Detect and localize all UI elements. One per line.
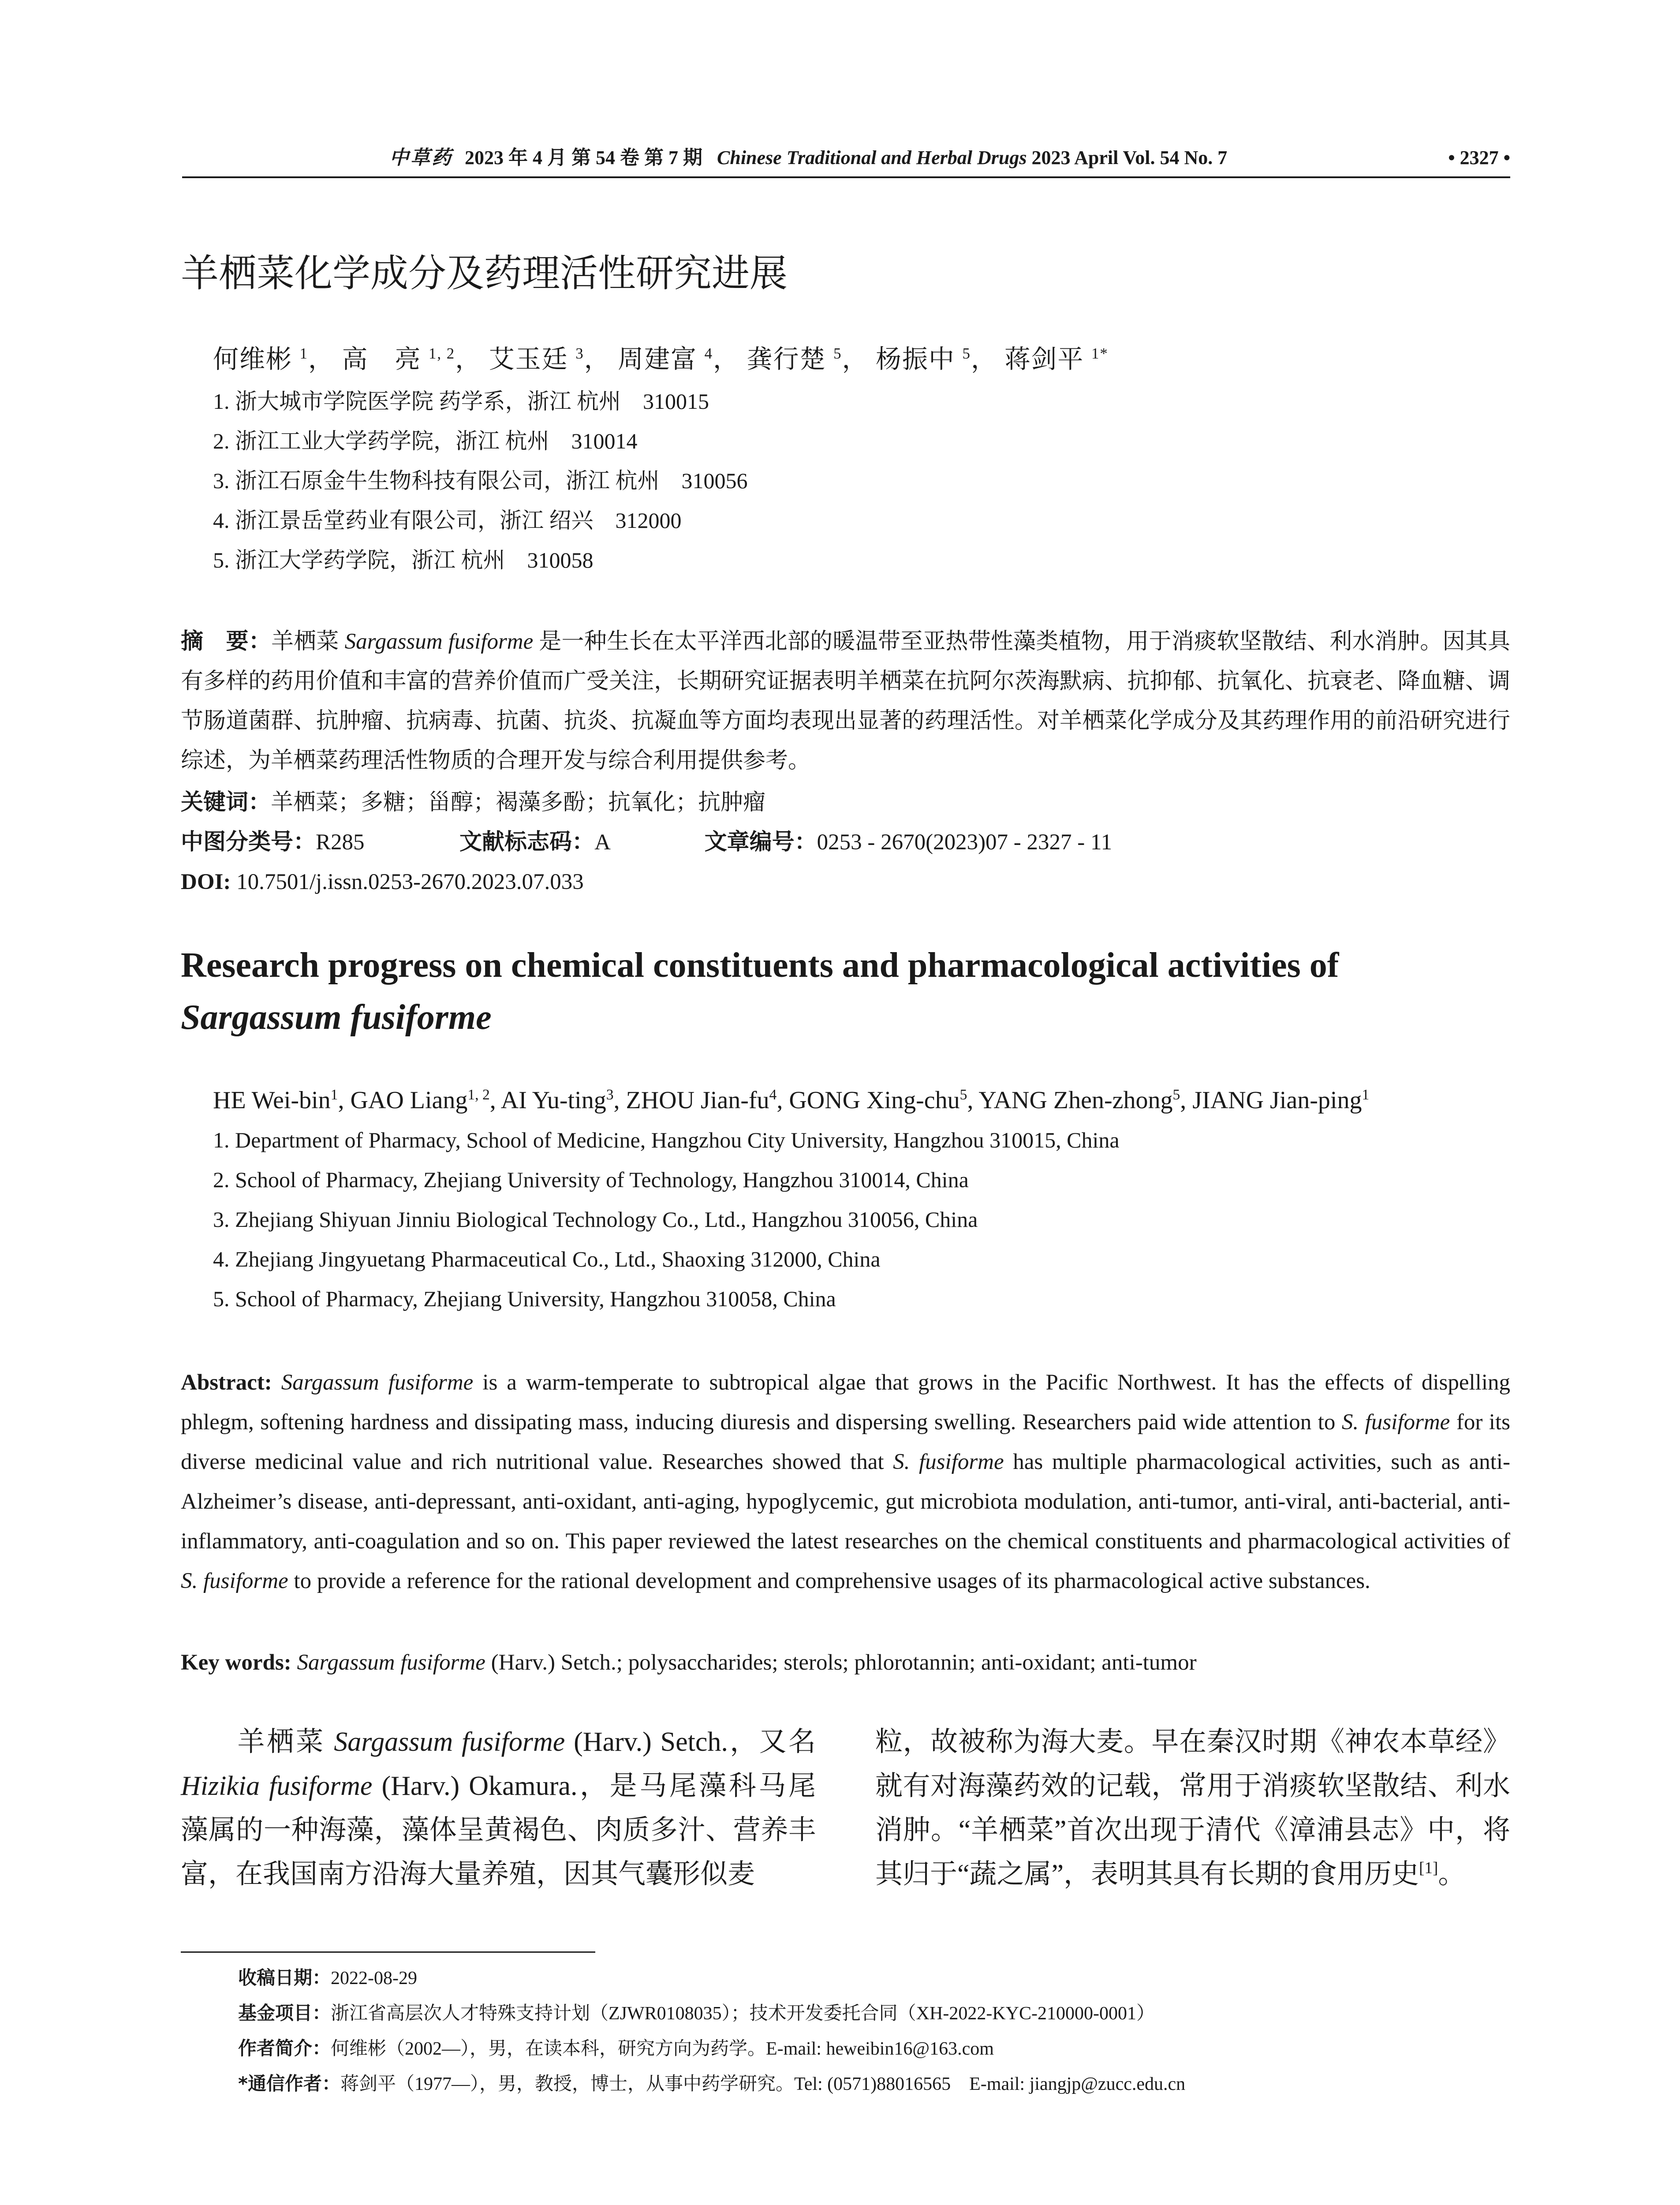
author: AI Yu-ting$^3$ bbox=[500, 1086, 614, 1114]
issue-cn: 2023 年 4 月 第 54 卷 第 7 期 bbox=[465, 147, 702, 168]
author: 杨振中 $^5$ bbox=[875, 345, 971, 374]
author: 周建富 $^4$ bbox=[618, 345, 713, 374]
footnote-author: 作者简介：何维彬（2002—），男，在读本科，研究方向为药学。E-mail: heweibin16@163.com bbox=[238, 2037, 994, 2059]
footnote-funding: 基金项目：浙江省高层次人才特殊支持计划（ZJWR0108035）；技术开发委托合同（XH-2022-KYC-210000-0001） bbox=[238, 2002, 1155, 2024]
affiliation-cn: 2. 浙江工业大学药学院，浙江 杭州 310014 bbox=[213, 429, 638, 453]
affiliation-cn: 4. 浙江景岳堂药业有限公司，浙江 绍兴 312000 bbox=[213, 508, 682, 533]
author: 艾玉廷 $^3$ bbox=[489, 345, 584, 374]
authors-cn: 何维彬 $^1$， 高 亮 $^{1, 2}$， 艾玉廷 $^3$， 周建富 $^4$， 龚行楚 $^5$， 杨振中 $^5$， 蒋剑平 $^{1*}$ bbox=[213, 345, 1109, 374]
doi-link[interactable]: 10.7501/j.issn.0253-2670.2023.07.033 bbox=[236, 870, 584, 894]
affiliation-cn: 3. 浙江石原金牛生物科技有限公司，浙江 杭州 310056 bbox=[213, 468, 748, 493]
abstract-cn: 摘 要：羊栖菜 Sargassum fusiforme 是一种生长在太平洋西北部的暖温带至亚热带性藻类植物，用于消痰软坚散结、利水消肿。因其具有多样的药用价值和丰富的营养价值而广受关注，长期研究证据表明羊栖菜在抗阿尔茨海默病、抗抑郁、抗氧化、抗衰老、降血糖、调节肠道菌群、抗肿瘤、抗病毒、抗菌、抗炎、抗凝血等方面均表现出显著的药理活性。对羊栖菜化学成分及其药理作用的前沿研究进行综述，为羊栖菜药理活性物质的合理开发与综合利用提供参考。 bbox=[181, 628, 1510, 773]
body-column-left: 羊栖菜 Sargassum fusiforme (Harv.) Setch.，又名 Hizikia fusiforme (Harv.) Okamura.，是马尾藻科马尾藻属的一种海藻，藻体呈黄褐色、肉质多汁、营养丰富，在我国南方沿海大量养殖，因其气囊形似麦 bbox=[181, 1727, 816, 1889]
running-header bbox=[182, 140, 1510, 176]
affiliation-en: 1. Department of Pharmacy, School of Medicine, Hangzhou City University, Hangzhou 310015, China bbox=[213, 1128, 1120, 1152]
author: 高 亮 $^{1, 2}$ bbox=[342, 345, 455, 374]
author: JIANG Jian-ping$^1$ bbox=[1192, 1086, 1370, 1114]
affiliation-en: 5. School of Pharmacy, Zhejiang University, Hangzhou 310058, China bbox=[213, 1286, 836, 1311]
keywords-cn: 关键词：羊栖菜；多糖；甾醇；褐藻多酚；抗氧化；抗肿瘤 bbox=[181, 789, 766, 815]
keywords-en: Key words: Sargassum fusiforme (Harv.) Setch.; polysaccharides; sterols; phlorotannin; anti-oxidant; anti-tumor bbox=[181, 1650, 1197, 1675]
affiliation-en: 4. Zhejiang Jingyuetang Pharmaceutical Co., Ltd., Shaoxing 312000, China bbox=[213, 1247, 881, 1271]
classification-line: 中图分类号：R285 文献标志码：A 文章编号：0253 - 2670(2023)07 - 2327 - 11 bbox=[181, 829, 1113, 855]
author: GONG Xing-chu$^5$ bbox=[789, 1086, 967, 1114]
issue-en: 2023 April Vol. 54 No. 7 bbox=[1031, 147, 1228, 168]
author: 蒋剑平 $^{1*}$ bbox=[1004, 345, 1109, 374]
author: HE Wei-bin$^1$ bbox=[213, 1086, 338, 1114]
abstract-en: Abstract: Sargassum fusiforme is a warm-temperate to subtropical algae that grows in the Pacific Northwest. It has the effects of dispelling phlegm, softening hardness and dissipating mass, inducing diuresis and dispersing swelling. Researchers paid wide attention to S. fusiforme for its diverse medicinal value and rich nutritional value. Researches showed that S. fusiforme has multiple pharmacological activities, such as anti-Alzheimer’s disease, anti-depressant, anti-oxidant, anti-aging, hypoglycemic, gut microbiota modulation, anti-tumor, anti-viral, anti-bacterial, anti-inflammatory, anti-coagulation and so on. This paper reviewed the latest researches on the chemical constituents and pharmacological activities of S. fusiforme to provide a reference for the rational development and comprehensive usages of its pharmacological active substances. bbox=[181, 1370, 1511, 1593]
author: 龚行楚 $^5$ bbox=[747, 345, 842, 374]
doi-line: DOI: 10.7501/j.issn.0253-2670.2023.07.033 bbox=[181, 870, 584, 894]
footnote-rule bbox=[181, 1951, 595, 1953]
affiliation-en: 2. School of Pharmacy, Zhejiang University of Technology, Hangzhou 310014, China bbox=[213, 1167, 969, 1192]
journal-name-cn: 中草药 bbox=[389, 147, 453, 168]
citation-ref[interactable]: [1] bbox=[1419, 1859, 1438, 1877]
author: 何维彬 $^1$ bbox=[213, 345, 308, 374]
page-number: • 2327 • bbox=[1448, 147, 1510, 168]
author: YANG Zhen-zhong$^5$ bbox=[978, 1086, 1180, 1114]
body-column-right: 粒，故被称为海大麦。早在秦汉时期《神农本草经》就有对海藻药效的记载，常用于消痰软坚散结、利水消肿。“羊栖菜”首次出现于清代《漳浦县志》中，将其归于“蔬之属”，表明其具有长期的食用历史[1]。 bbox=[875, 1727, 1510, 1889]
journal-name-en: Chinese Traditional and Herbal Drugs bbox=[717, 147, 1027, 168]
footnote-received: 收稿日期：2022-08-29 bbox=[238, 1967, 417, 1988]
header-left bbox=[389, 140, 1227, 176]
affiliation-en: 3. Zhejiang Shiyuan Jinniu Biological Technology Co., Ltd., Hangzhou 310056, China bbox=[213, 1207, 978, 1232]
abstract-en-label: Abstract: bbox=[181, 1370, 272, 1395]
header-rule bbox=[182, 176, 1510, 178]
authors-en: HE Wei-bin$^1$, GAO Liang$^{1, 2}$, AI Yu-ting$^3$, ZHOU Jian-$fu^4$, GONG Xing-chu$^5$, YANG Zhen-zhong$^5$, JIANG Jian-ping$^1$ bbox=[213, 1086, 1370, 1114]
title-cn: 羊栖菜化学成分及药理活性研究进展 bbox=[181, 251, 788, 295]
footnote-corresponding: *通信作者：蒋剑平（1977—），男，教授，博士，从事中药学研究。Tel: (0571)88016565 E-mail: jiangjp@zucc.edu.cn bbox=[238, 2073, 1186, 2094]
title-en: Research progress on chemical constituents and pharmacological activities of Sargassum fusiforme bbox=[181, 946, 1339, 1037]
abstract-cn-label: 摘 要： bbox=[181, 628, 271, 654]
affiliation-cn: 1. 浙大城市学院医学院 药学系，浙江 杭州 310015 bbox=[213, 389, 709, 414]
author: ZHOU Jian-$fu^4$ bbox=[626, 1086, 777, 1114]
author: GAO Liang$^{1, 2}$ bbox=[350, 1086, 490, 1114]
affiliation-cn: 5. 浙江大学药学院，浙江 杭州 310058 bbox=[213, 548, 594, 572]
